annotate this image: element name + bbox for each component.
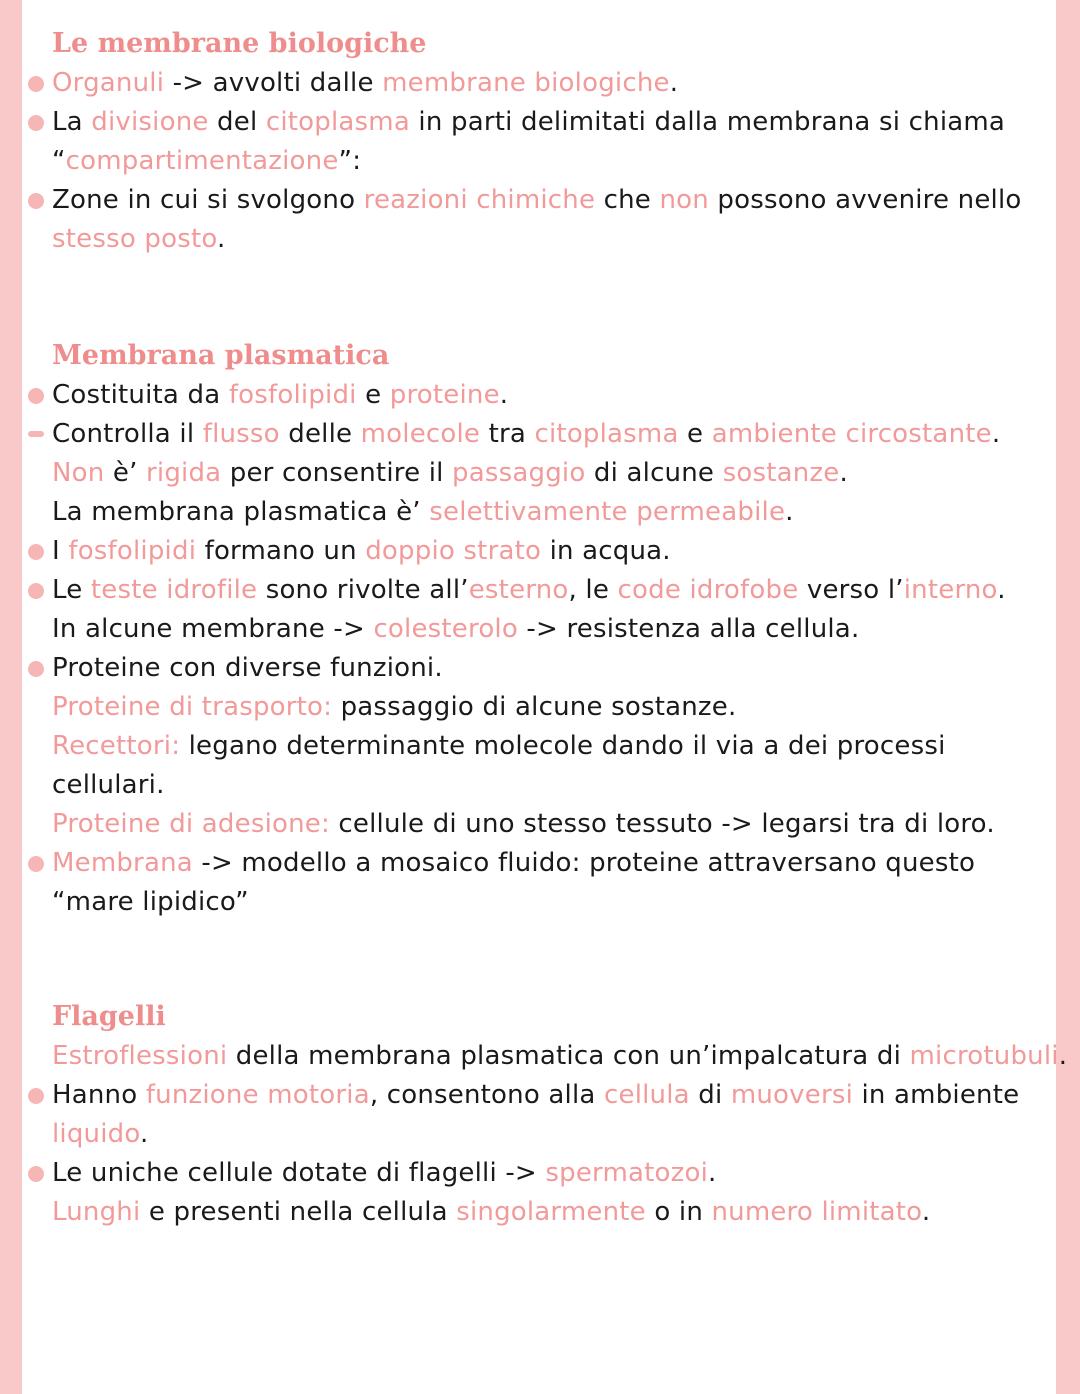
page-border-left	[0, 0, 22, 1394]
note-line	[52, 805, 1052, 844]
highlighted-text: Recettori:	[52, 731, 181, 761]
text-segment: cellulari.	[52, 770, 165, 800]
highlighted-text: Lunghi	[52, 1197, 141, 1227]
text-segment: .	[499, 380, 509, 410]
bullet-marker	[28, 661, 44, 677]
highlighted-text: non	[659, 185, 709, 215]
text-segment: ”:	[338, 146, 362, 176]
highlighted-text: rigida	[146, 458, 222, 488]
text-segment: .	[997, 575, 1006, 605]
text-segment: Le	[52, 575, 91, 605]
section-lines	[52, 1037, 1068, 1232]
note-line	[52, 688, 1052, 727]
text-segment: in acqua.	[541, 536, 671, 566]
text-segment: -> avvolti dalle	[164, 68, 383, 98]
text-segment: possono avvenire nello	[708, 185, 1022, 215]
note-line	[52, 415, 1052, 454]
text-segment: in parti delimitati dalla membrana si chiama	[409, 107, 1006, 137]
highlighted-text: stesso posto	[52, 224, 218, 254]
section-membrane-biologiche	[52, 24, 1052, 259]
highlighted-text: citoplasma	[534, 419, 679, 449]
section-title: Le membrane biologiche	[52, 28, 427, 59]
note-line	[52, 532, 1052, 571]
text-segment: o in	[645, 1197, 712, 1227]
section-membrana-plasmatica	[52, 336, 1052, 922]
text-segment: .	[921, 1197, 931, 1227]
text-segment: per consentire il	[221, 458, 453, 488]
highlighted-text: liquido	[52, 1119, 141, 1149]
note-line	[52, 220, 1052, 259]
note-line	[52, 610, 1052, 649]
text-segment: -> resistenza alla cellula.	[517, 614, 860, 644]
note-line	[52, 766, 1052, 805]
highlighted-text: Non	[52, 458, 105, 488]
highlighted-text: muoversi	[730, 1080, 853, 1110]
text-segment: La	[52, 107, 92, 137]
text-segment: verso l’	[798, 575, 904, 605]
text-segment: Proteine con diverse funzioni.	[52, 653, 443, 683]
highlighted-text: fosfolipidi	[68, 536, 197, 566]
text-segment: “	[52, 146, 66, 176]
note-line	[52, 649, 1052, 688]
text-segment: e	[678, 419, 712, 449]
highlighted-text: esterno	[468, 575, 569, 605]
text-segment: in ambiente	[853, 1080, 1020, 1110]
text-segment: , consentono alla	[369, 1080, 604, 1110]
highlighted-text: interno	[903, 575, 998, 605]
section-lines	[52, 376, 1052, 922]
note-line	[52, 103, 1052, 142]
bullet-marker	[28, 193, 44, 209]
text-segment: .	[708, 1158, 717, 1188]
highlighted-text: spermatozoi	[545, 1158, 708, 1188]
note-line	[52, 1115, 1052, 1154]
highlighted-text: citoplasma	[265, 107, 410, 137]
dash-marker	[28, 431, 44, 437]
text-segment: sono rivolte all’	[257, 575, 469, 605]
text-segment: .	[839, 458, 848, 488]
text-segment: .	[140, 1119, 149, 1149]
bullet-marker	[28, 1088, 44, 1104]
note-line	[52, 1193, 1052, 1232]
note-line	[52, 727, 1052, 766]
note-line	[52, 376, 1052, 415]
note-line	[52, 1154, 1052, 1193]
highlighted-text: Proteine di adesione:	[52, 809, 330, 839]
highlighted-text: Proteine di trasporto:	[52, 692, 333, 722]
text-segment: .	[785, 497, 794, 527]
text-segment: è’	[104, 458, 147, 488]
text-segment: Le uniche cellule dotate di flagelli ->	[52, 1158, 546, 1188]
text-segment: e	[356, 380, 390, 410]
section-flagelli	[52, 997, 1068, 1232]
section-title: Membrana plasmatica	[52, 340, 390, 371]
highlighted-text: divisione	[91, 107, 209, 137]
highlighted-text: compartimentazione	[65, 146, 339, 176]
note-line	[52, 883, 1052, 922]
text-segment: Costituita da	[52, 380, 229, 410]
text-segment: della membrana plasmatica con un’impalcatura di	[227, 1041, 910, 1071]
bullet-marker	[28, 1166, 44, 1182]
highlighted-text: doppio strato	[365, 536, 542, 566]
section-title: Flagelli	[52, 1001, 166, 1032]
note-line	[52, 844, 1052, 883]
text-segment: “mare lipidico”	[52, 887, 249, 917]
text-segment: legano determinante molecole dando il via a dei processi	[180, 731, 946, 761]
highlighted-text: proteine	[389, 380, 500, 410]
highlighted-text: molecole	[360, 419, 481, 449]
text-segment: delle	[279, 419, 361, 449]
highlighted-text: selettivamente permeabile	[429, 497, 786, 527]
text-segment: e presenti nella cellula	[140, 1197, 457, 1227]
highlighted-text: passaggio	[452, 458, 586, 488]
text-segment: I	[52, 536, 69, 566]
highlighted-text: numero limitato	[711, 1197, 922, 1227]
note-line	[52, 1037, 1068, 1076]
text-segment: di	[689, 1080, 731, 1110]
note-line	[52, 571, 1052, 610]
text-segment: di alcune	[585, 458, 723, 488]
text-segment: .	[217, 224, 226, 254]
highlighted-text: sostanze	[722, 458, 840, 488]
highlighted-text: singolarmente	[456, 1197, 646, 1227]
section-lines	[52, 64, 1052, 259]
highlighted-text: code idrofobe	[617, 575, 799, 605]
text-segment: passaggio di alcune sostanze.	[332, 692, 737, 722]
highlighted-text: Organuli	[52, 68, 165, 98]
page-border-right	[1056, 0, 1080, 1394]
text-segment: cellule di uno stesso tessuto -> legarsi tra di loro.	[329, 809, 995, 839]
note-line	[52, 1076, 1052, 1115]
text-segment: del	[208, 107, 266, 137]
text-segment: Zone in cui si svolgono	[52, 185, 364, 215]
highlighted-text: funzione motoria	[145, 1080, 370, 1110]
text-segment: .	[991, 419, 1001, 449]
text-segment: La membrana plasmatica è’	[52, 497, 430, 527]
text-segment: .	[669, 68, 679, 98]
text-segment: , le	[568, 575, 618, 605]
bullet-marker	[28, 388, 44, 404]
note-line	[52, 64, 1052, 103]
highlighted-text: colesterolo	[373, 614, 518, 644]
text-segment: -> modello a mosaico fluido: proteine attraversano questo	[192, 848, 976, 878]
note-line	[52, 493, 1052, 532]
text-segment: .	[1058, 1041, 1068, 1071]
text-segment: In alcune membrane ->	[52, 614, 374, 644]
note-line	[52, 454, 1052, 493]
highlighted-text: microtubuli	[909, 1041, 1059, 1071]
bullet-marker	[28, 856, 44, 872]
text-segment: Controlla il	[52, 419, 203, 449]
bullet-marker	[28, 76, 44, 92]
bullet-marker	[28, 115, 44, 131]
text-segment: Hanno	[52, 1080, 146, 1110]
highlighted-text: ambiente circostante	[711, 419, 992, 449]
highlighted-text: reazioni chimiche	[363, 185, 596, 215]
bullet-marker	[28, 583, 44, 599]
text-segment: tra	[480, 419, 535, 449]
highlighted-text: Estroflessioni	[52, 1041, 228, 1071]
highlighted-text: fosfolipidi	[228, 380, 357, 410]
highlighted-text: cellula	[604, 1080, 690, 1110]
highlighted-text: Membrana	[52, 848, 193, 878]
text-segment: che	[595, 185, 660, 215]
note-line	[52, 181, 1052, 220]
highlighted-text: flusso	[202, 419, 280, 449]
highlighted-text: teste idrofile	[90, 575, 258, 605]
bullet-marker	[28, 544, 44, 560]
note-line	[52, 142, 1052, 181]
text-segment: formano un	[196, 536, 366, 566]
highlighted-text: membrane biologiche	[382, 68, 670, 98]
